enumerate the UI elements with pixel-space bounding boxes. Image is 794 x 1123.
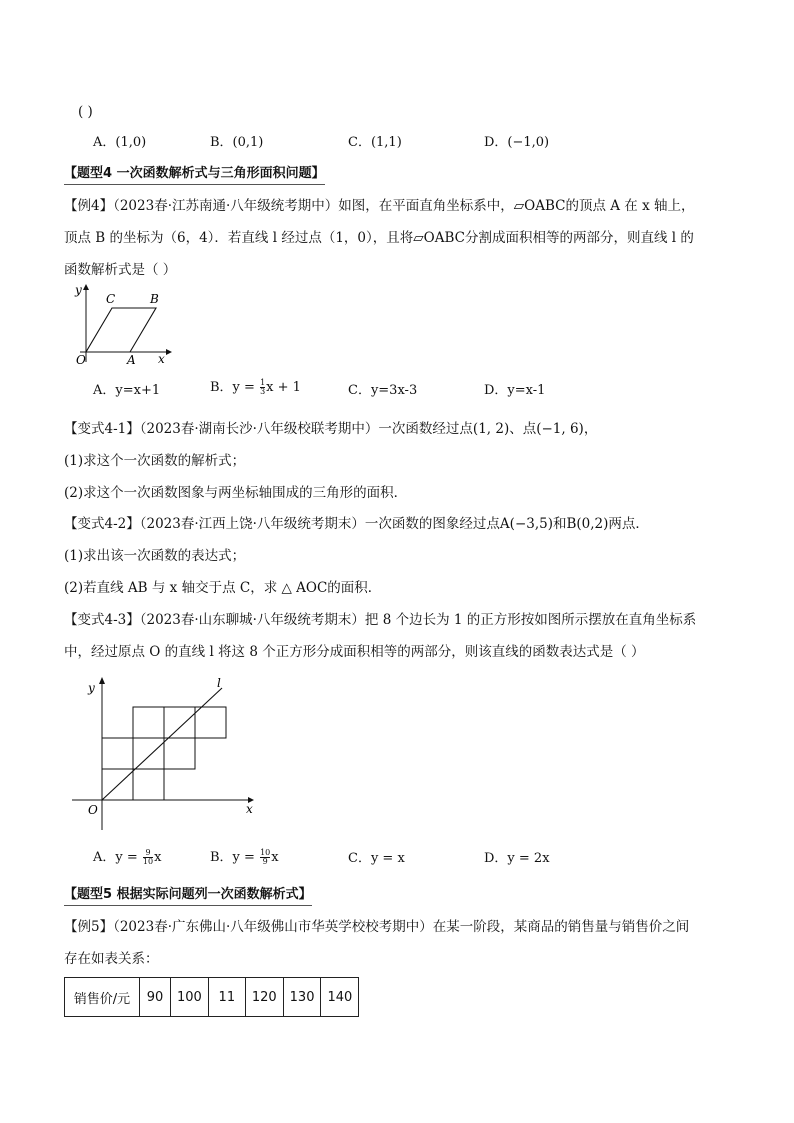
- v43-option-b-num: 10: [260, 848, 271, 857]
- example4-line1: 【例4】（2023春·江苏南通·八年级统考期中）如图，在平面直角坐标系中，▱OABC的顶点 A 在 x 轴上，: [64, 198, 695, 214]
- example5-line1: 【例5】（2023春·广东佛山·八年级佛山市华英学校校考期中）在某一阶段，某商品的销售量与销售价之间: [64, 919, 690, 935]
- table-cell: 140: [321, 978, 359, 1017]
- v43-option-b-den: 9: [262, 857, 268, 866]
- ex4-option-b-num: 1: [260, 378, 266, 387]
- option-c: C．(1,1): [348, 135, 402, 150]
- ex4-option-b-suffix: x + 1: [266, 380, 301, 395]
- option-d: D．(−1,0): [484, 135, 550, 150]
- variant43-line2: 中，经过原点 O 的直线 l 将这 8 个正方形分成面积相等的两部分，则该直线的函数表达式是（ ）: [64, 644, 645, 660]
- variant42-line1: 【变式4-2】（2023春·江西上饶·八年级统考期末）一次函数的图象经过点A(−3,5)和B(0,2)两点．: [64, 516, 649, 532]
- v43-option-a: [93, 848, 161, 868]
- fig1-label-y: y: [75, 283, 82, 297]
- v43-option-a-suffix: x: [154, 850, 162, 865]
- fig2-label-y: y: [88, 681, 95, 695]
- parallelogram-figure: [70, 282, 180, 366]
- ex4-option-b: [210, 378, 301, 398]
- v43-option-a-fraction: [143, 849, 153, 866]
- variant42-q2: (2)若直线 AB 与 x 轴交于点 C，求 △ AOC的面积．: [64, 580, 382, 596]
- v43-option-a-prefix: A．y =: [93, 850, 142, 865]
- v43-option-b-prefix: B．y =: [210, 850, 260, 865]
- example5-line2: 存在如表关系：: [64, 951, 159, 967]
- table-header-cell: 销售价/元: [65, 978, 140, 1017]
- answer-paren: ( ): [78, 104, 93, 120]
- ex4-option-b-fraction: [260, 379, 265, 396]
- fig2-label-x: x: [246, 802, 253, 816]
- ex4-option-b-prefix: B．y =: [210, 380, 260, 395]
- v43-option-b-suffix: x: [271, 850, 279, 865]
- variant41-q2: (2)求这个一次函数图象与两坐标轴围成的三角形的面积．: [64, 485, 408, 501]
- table-cell: 100: [171, 978, 209, 1017]
- table-cell: 120: [245, 978, 283, 1017]
- v43-option-b-fraction: [260, 849, 270, 866]
- option-a: A．(1,0): [93, 135, 147, 150]
- fig1-label-a: A: [127, 353, 136, 366]
- table-cell: 90: [140, 978, 171, 1017]
- v43-option-d: D．y = 2x: [484, 851, 550, 866]
- variant41-line1: 【变式4-1】（2023春·湖南长沙·八年级校联考期中）一次函数经过点(1, 2)、点(−1, 6)，: [64, 421, 598, 437]
- fig1-label-b: B: [150, 292, 159, 306]
- variant42-q1: (1)求出该一次函数的表达式；: [64, 548, 246, 564]
- ex4-option-c: C．y=3x-3: [348, 383, 418, 398]
- v43-option-b: [210, 848, 279, 868]
- example4-line3: 函数解析式是（ ）: [64, 262, 177, 278]
- fig1-label-c: C: [106, 292, 116, 306]
- section-heading-type4: 【题型4 一次函数解析式与三角形面积问题】: [64, 164, 325, 184]
- v43-option-a-num: 9: [143, 849, 153, 858]
- variant41-q1: (1)求这个一次函数的解析式；: [64, 453, 246, 469]
- table-row: [65, 978, 359, 1017]
- fig1-label-o: O: [76, 353, 86, 366]
- section-heading-type5: 【题型5 根据实际问题列一次函数解析式】: [64, 885, 312, 905]
- variant43-line1: 【变式4-3】（2023春·山东聊城·八年级统考期末）把 8 个边长为 1 的正方形按如图所示摆放在直角坐标系: [64, 612, 697, 628]
- ex4-option-a: A．y=x+1: [93, 383, 161, 398]
- fig1-label-x: x: [158, 352, 165, 366]
- v43-option-c: C．y = x: [348, 851, 405, 866]
- option-b: B．(0,1): [210, 135, 264, 150]
- ex4-option-b-den: 3: [260, 387, 266, 396]
- ex4-option-d: D．y=x-1: [484, 383, 546, 398]
- table-cell: 130: [283, 978, 321, 1017]
- v43-option-a-den: 10: [142, 857, 154, 866]
- fig2-label-l: l: [217, 676, 221, 690]
- squares-figure: [72, 672, 262, 838]
- price-table: [64, 977, 359, 1017]
- table-cell: 11: [208, 978, 245, 1017]
- fig2-label-o: O: [88, 803, 98, 817]
- example4-line2: 顶点 B 的坐标为（6，4）．若直线 l 经过点（1，0），且将▱OABC分割成面积相等的两部分，则直线 l 的: [64, 230, 694, 246]
